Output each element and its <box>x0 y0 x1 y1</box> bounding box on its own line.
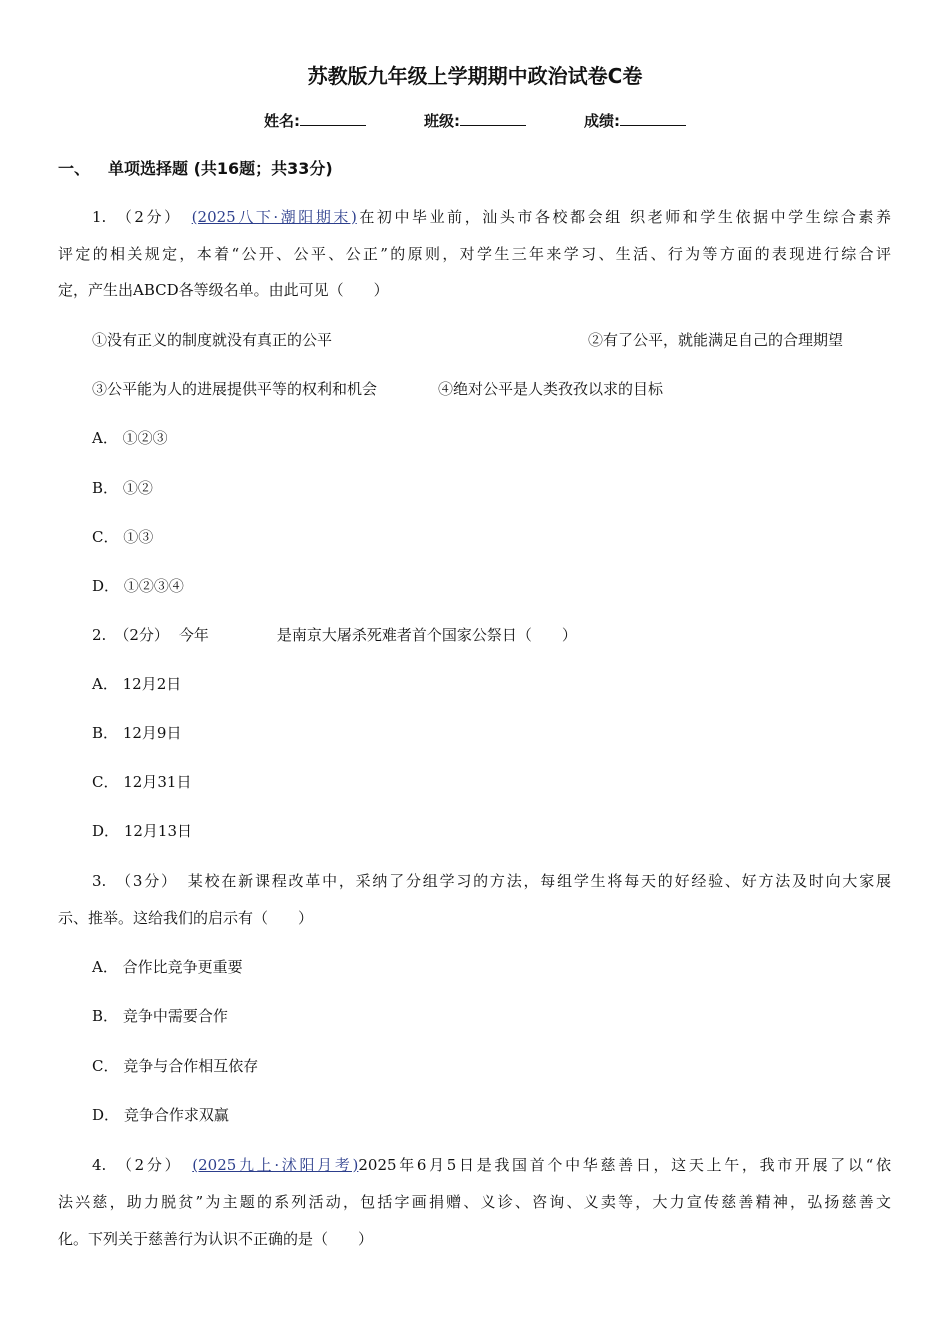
question-text: 是南京大屠杀死难者首个国家公祭日（ ） <box>276 626 577 644</box>
question-3-line-1 <box>58 871 891 891</box>
option-letter: B． <box>92 479 119 497</box>
question-number: 3. <box>92 872 107 890</box>
option-b[interactable] <box>92 723 181 743</box>
option-a[interactable] <box>92 428 168 448</box>
statement-4: ④绝对公平是人类孜孜以求的目标 <box>438 380 664 398</box>
question-1-line-2: 评定的相关规定，本着“公开、公平、公正”的原则，对学生三年来学习、生活、行为等方面的表现进行综合评 <box>58 245 891 263</box>
option-text: ①② <box>122 479 153 497</box>
option-text: 12月9日 <box>122 724 182 742</box>
option-a[interactable] <box>92 957 243 977</box>
question-2-line-1 <box>92 625 577 645</box>
option-text: 12月2日 <box>122 675 182 693</box>
score-blank[interactable] <box>620 111 686 126</box>
option-text: ①②③④ <box>123 577 184 595</box>
option-letter: A． <box>92 675 118 693</box>
class-label: 班级: <box>424 112 460 130</box>
question-text: 2025年6月5日是我国首个中华慈善日，这天上午，我市开展了以“依 <box>358 1156 892 1174</box>
question-3-line-2: 示、推举。这给我们的启示有（ ） <box>58 909 314 927</box>
option-b[interactable] <box>92 478 153 498</box>
statement-3: ③公平能为人的进展提供平等的权利和机会 <box>92 380 378 398</box>
question-score: （2分） <box>114 208 182 226</box>
option-letter: B． <box>92 1007 119 1025</box>
name-field[interactable] <box>264 110 366 131</box>
question-4-line-3: 化。下列关于慈善行为认识不正确的是（ ） <box>58 1230 374 1248</box>
section-title: 单项选择题 (共16题；共33分) <box>108 159 333 178</box>
option-letter: D． <box>92 822 120 840</box>
option-text: ①②③ <box>122 429 168 447</box>
question-text: 今年 <box>178 626 209 644</box>
option-d[interactable] <box>92 821 192 841</box>
score-field[interactable] <box>584 110 686 131</box>
question-1-line-3: 定，产生出ABCD各等级名单。由此可见（ ） <box>58 281 389 299</box>
question-score: （3分） <box>114 872 178 890</box>
option-a[interactable] <box>92 674 181 694</box>
option-c[interactable] <box>92 527 153 547</box>
option-text: 竞争合作求双赢 <box>123 1106 229 1124</box>
class-field[interactable] <box>424 110 526 131</box>
option-text: 12月13日 <box>123 822 192 840</box>
option-letter: D． <box>92 1106 120 1124</box>
option-text: 合作比竞争更重要 <box>122 958 243 976</box>
question-source-link[interactable]: (2025九上·沭阳月考) <box>192 1156 359 1174</box>
option-text: ①③ <box>123 528 154 546</box>
option-d[interactable] <box>92 1105 229 1125</box>
section-heading <box>58 156 333 179</box>
question-text: 在初中毕业前，汕头市各校都会组 织老师和学生依据中学生综合素养 <box>356 208 891 226</box>
question-4-line-2: 法兴慈，助力脱贫”为主题的系列活动，包括字画捐赠、义诊、咨询、义卖等，大力宣传慈善精神，弘扬慈善文 <box>58 1193 891 1211</box>
question-number: 4. <box>92 1156 107 1174</box>
name-blank[interactable] <box>300 111 366 126</box>
option-letter: A． <box>92 429 118 447</box>
question-4-line-1 <box>58 1155 891 1175</box>
statement-2: ②有了公平，就能满足自己的合理期望 <box>588 331 844 349</box>
option-letter: D． <box>92 577 120 595</box>
section-number: 一、 <box>58 159 91 178</box>
exam-title: 苏教版九年级上学期期中政治试卷C卷 <box>307 64 643 88</box>
option-text: 竞争中需要合作 <box>122 1007 228 1025</box>
option-d[interactable] <box>92 576 184 596</box>
option-letter: A． <box>92 958 118 976</box>
name-label: 姓名: <box>264 112 300 130</box>
score-label: 成绩: <box>584 112 620 130</box>
question-score: （2分） <box>114 626 169 644</box>
option-c[interactable] <box>92 1056 258 1076</box>
question-source-link[interactable]: (2025八下·潮阳期末) <box>191 208 357 226</box>
option-letter: C． <box>92 1057 119 1075</box>
student-info-row <box>0 110 950 131</box>
class-blank[interactable] <box>460 111 526 126</box>
question-1-line-1 <box>58 207 891 227</box>
statement-1: ①没有正义的制度就没有真正的公平 <box>92 331 333 349</box>
question-number: 1. <box>92 208 107 226</box>
option-letter: C． <box>92 528 119 546</box>
option-text: 12月31日 <box>123 773 192 791</box>
option-text: 竞争与合作相互依存 <box>123 1057 259 1075</box>
option-letter: B． <box>92 724 119 742</box>
question-number: 2. <box>92 626 107 644</box>
question-text: 某校在新课程改革中，采纳了分组学习的方法，每组学生将每天的好经验、好方法及时向大家展 <box>187 872 891 890</box>
option-letter: C． <box>92 773 119 791</box>
question-score: （2分） <box>114 1156 183 1174</box>
option-b[interactable] <box>92 1006 228 1026</box>
option-c[interactable] <box>92 772 191 792</box>
